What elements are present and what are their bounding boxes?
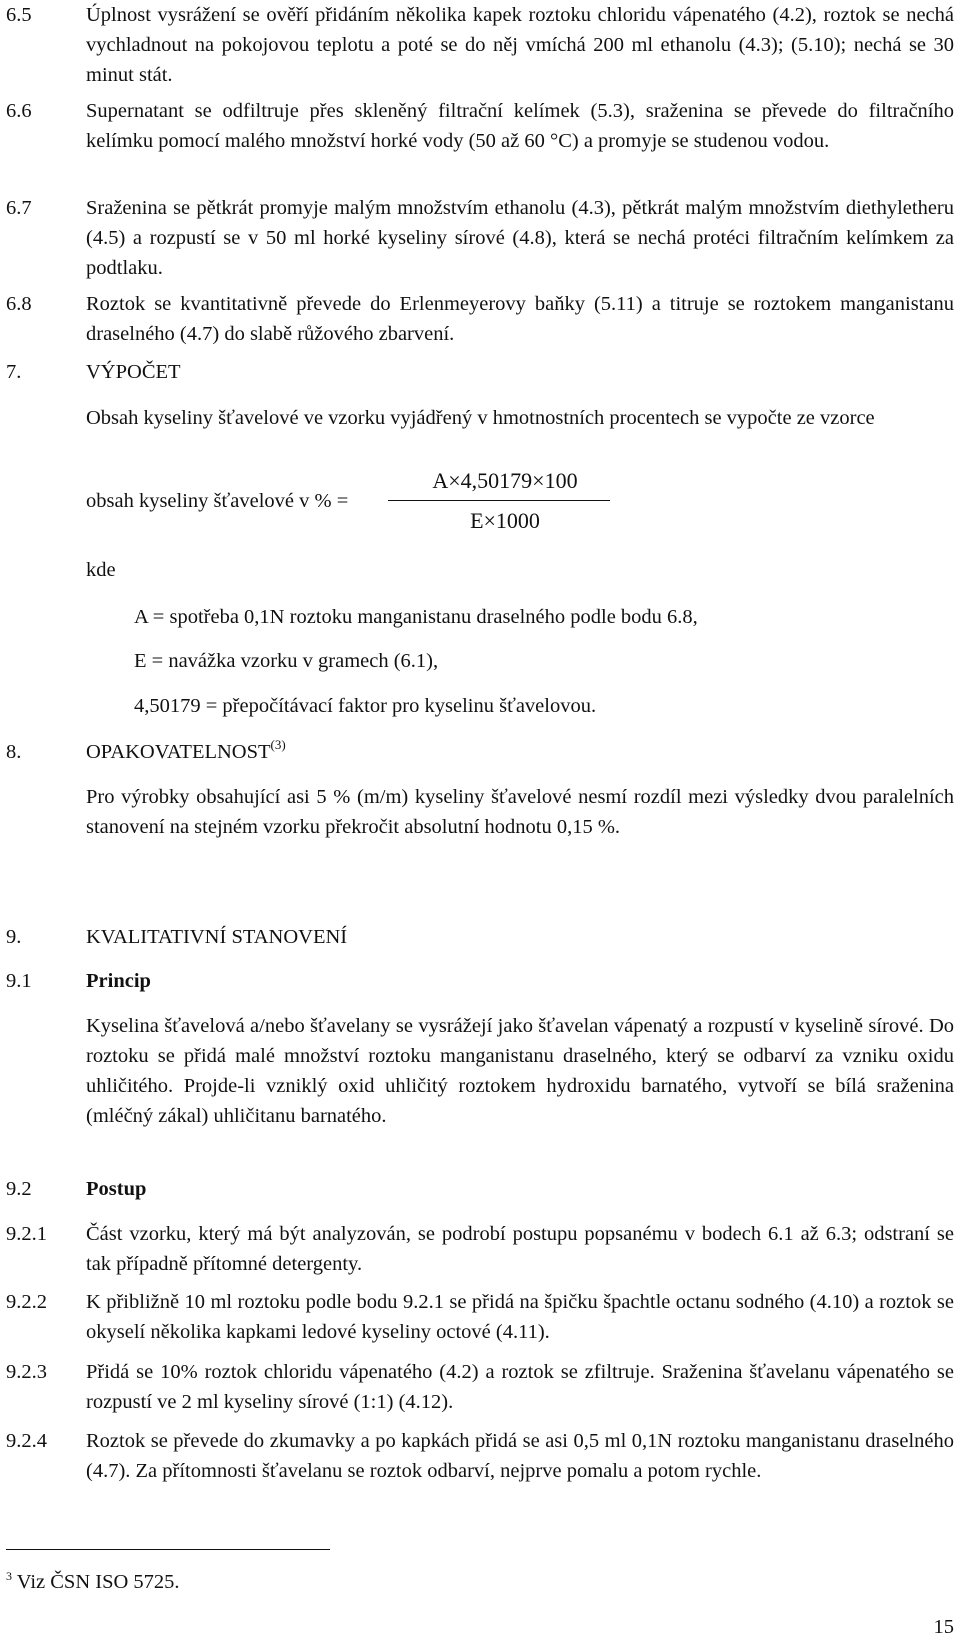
step-number: 6.5 [6, 4, 32, 26]
definition-a: A = spotřeba 0,1N roztoku manganistanu draselného podle bodu 6.8, [134, 606, 698, 628]
step-6-5 [6, 0, 954, 90]
step-6-8 [6, 289, 954, 349]
step-9-2-3 [6, 1357, 954, 1417]
step-text: Úplnost vysrážení se ověří přidáním několika kapek roztoku chloridu vápenatého (4.2), roztok se nechá vychladnout na pokojovou teplotu a poté se do něj vmíchá 200 ml ethanolu (4.3); (5.10); nechá se 30 minut stát. [86, 4, 954, 86]
step-9-2-4 [6, 1426, 954, 1486]
section-7-heading [6, 357, 181, 387]
section-title: OPAKOVATELNOST [86, 741, 271, 763]
step-number: 9.2.2 [6, 1291, 47, 1313]
footnote [6, 1567, 180, 1597]
step-text: Přidá se 10% roztok chloridu vápenatého (4.2) a roztok se zfiltruje. Sraženina šťavelanu vápenatého se rozpustí ve 2 ml kyseliny sírové (1:1) (4.12). [86, 1361, 954, 1413]
step-number: 9.2.1 [6, 1223, 47, 1245]
formula-label: obsah kyseliny šťavelové v % = [86, 490, 349, 512]
section-number: 7. [6, 361, 22, 383]
step-text: Část vzorku, který má být analyzován, se podrobí postupu popsanému v bodech 6.1 až 6.3; odstraní se tak případně přítomné detergenty. [86, 1223, 954, 1275]
step-9-2-2 [6, 1287, 954, 1347]
definition-factor: 4,50179 = přepočítávací faktor pro kyselinu šťavelovou. [134, 695, 597, 717]
step-text: Sraženina se pětkrát promyje malým množstvím ethanolu (4.3), pětkrát malým množstvím diethyletheru (4.5) a rozpustí se v 50 ml horké kyseliny sírové (4.8), která se nechá protéci filtračním kelímkem za podtlaku. [86, 197, 954, 279]
section-number: 8. [6, 741, 22, 763]
step-number: 6.6 [6, 100, 32, 122]
definition-e: E = navážka vzorku v gramech (6.1), [134, 650, 439, 672]
section-9-1-heading [6, 966, 151, 996]
step-text: K přibližně 10 ml roztoku podle bodu 9.2.1 se přidá na špičku špachtle octanu sodného (4.10) a roztok se okyselí několika kapkami ledové kyseliny octové (4.11). [86, 1291, 954, 1343]
section-number: 9. [6, 926, 22, 948]
footnote-separator [6, 1549, 330, 1550]
step-number: 6.7 [6, 197, 32, 219]
footnote-reference: (3) [270, 737, 286, 752]
footnote-text: Viz ČSN ISO 5725. [16, 1571, 180, 1593]
footnote-mark: 3 [6, 1569, 12, 1583]
step-text: Supernatant se odfiltruje přes skleněný filtrační kelímek (5.3), sraženina se převede do filtračního kelímku pomocí malého množství horké vody (50 až 60 °C) a promyje se studenou vodou. [86, 100, 954, 152]
step-9-2-1 [6, 1219, 954, 1279]
step-number: 9.2.3 [6, 1361, 47, 1383]
section-title: Postup [86, 1178, 147, 1200]
section-number: 9.2 [6, 1178, 32, 1200]
calculation-intro: Obsah kyseliny šťavelové ve vzorku vyjádřený v hmotnostních procentech se vypočte ze vzorce [86, 407, 875, 429]
formula-numerator: A×4,50179×100 [432, 468, 578, 493]
step-6-7 [6, 193, 954, 283]
step-number: 6.8 [6, 293, 32, 315]
section-title: Princip [86, 970, 151, 992]
step-text: Roztok se kvantitativně převede do Erlenmeyerovy baňky (5.11) a titruje se roztokem manganistanu draselného (4.7) do slabě růžového zbarvení. [86, 293, 954, 345]
section-9-heading [6, 922, 347, 952]
formula-denominator: E×1000 [470, 508, 540, 533]
repeatability-text: Pro výrobky obsahující asi 5 % (m/m) kyseliny šťavelové nesmí rozdíl mezi výsledky dvou paralelních stanovení na stejném vzorku překročit absolutní hodnotu 0,15 %. [86, 786, 954, 838]
step-6-6 [6, 96, 954, 156]
fraction-bar [388, 500, 610, 501]
where-label: kde [86, 559, 116, 581]
section-8-heading [6, 737, 286, 767]
section-number: 9.1 [6, 970, 32, 992]
section-title: VÝPOČET [86, 361, 181, 383]
step-number: 9.2.4 [6, 1430, 47, 1452]
step-text: Roztok se převede do zkumavky a po kapkách přidá se asi 0,5 ml 0,1N roztoku manganistanu draselného (4.7). Za přítomnosti šťavelanu se roztok odbarví, nejprve pomalu a potom rychle. [86, 1430, 954, 1482]
page-number: 15 [933, 1616, 954, 1638]
principle-text: Kyselina šťavelová a/nebo šťavelany se vysrážejí jako šťavelan vápenatý a rozpustí v kyselině sírové. Do roztoku se přidá malé množství roztoku manganistanu draselného, který se odbarví za vzniku oxidu uhličitého. Projde-li vzniklý oxid uhličitý roztokem hydroxidu barnatého, vytvoří se bílá sraženina (mléčný zákal) uhličitanu barnatého. [86, 1015, 954, 1127]
section-9-2-heading [6, 1174, 146, 1204]
section-title: KVALITATIVNÍ STANOVENÍ [86, 926, 348, 948]
